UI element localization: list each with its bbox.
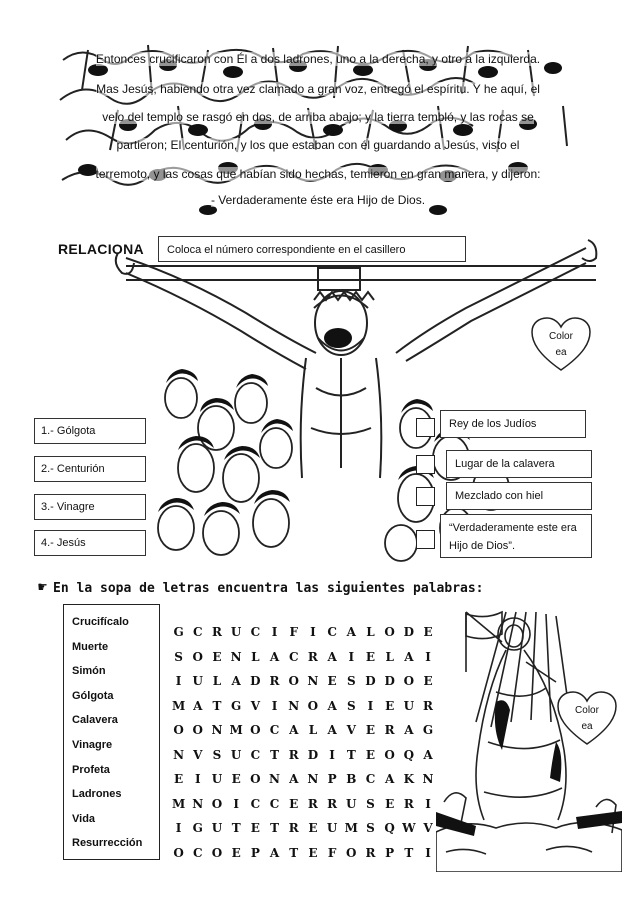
grid-letter[interactable]: V <box>193 747 203 762</box>
grid-letter[interactable]: A <box>193 698 203 713</box>
word-item: Vinagre <box>72 738 113 751</box>
word-item: Resurrección <box>72 837 143 850</box>
grid-letter[interactable]: I <box>310 625 316 639</box>
grid-letter[interactable]: N <box>307 674 319 688</box>
grid-letter[interactable]: O <box>192 723 203 737</box>
word-item: Crucifícalo <box>72 616 129 628</box>
grid-letter[interactable]: O <box>384 625 395 639</box>
grid-letter[interactable]: C <box>193 625 203 639</box>
grid-letter[interactable]: O <box>384 747 395 762</box>
grid-letter[interactable]: N <box>288 698 300 713</box>
grid-letter[interactable]: N <box>173 747 185 762</box>
word-item: Simón <box>72 665 106 678</box>
word-item: Calavera <box>72 714 118 727</box>
passage-line-2: Mas Jesús, habiendo otra vez clamado a gran voz, entregó el espíritu. Y he aquí, el <box>96 82 540 96</box>
grid-letter[interactable]: E <box>231 845 241 860</box>
grid-letter[interactable]: R <box>327 796 338 811</box>
grid-row <box>169 718 438 743</box>
grid-letter[interactable]: O <box>250 723 261 737</box>
grid-letter[interactable]: I <box>194 772 201 786</box>
grid-letter[interactable]: C <box>250 796 261 811</box>
grid-letter[interactable]: V <box>346 723 356 737</box>
grid-letter[interactable]: S <box>212 747 222 762</box>
grid-letter[interactable]: R <box>307 649 318 664</box>
grid-letter[interactable]: T <box>289 845 299 860</box>
grid-letter[interactable]: F <box>327 845 337 860</box>
grid-letter[interactable]: U <box>403 698 415 713</box>
grid-letter[interactable]: I <box>367 698 374 713</box>
grid-letter[interactable]: T <box>270 821 279 835</box>
grid-letter[interactable]: E <box>308 821 318 835</box>
color-heart-1 <box>530 316 592 372</box>
grid-letter[interactable]: U <box>326 821 338 835</box>
grid-letter[interactable]: R <box>403 796 414 811</box>
grid-letter[interactable]: N <box>192 796 204 811</box>
grid-letter[interactable]: A <box>269 649 280 664</box>
grid-letter[interactable]: E <box>365 723 376 737</box>
grid-letter[interactable]: I <box>271 698 278 713</box>
grid-letter[interactable]: A <box>327 723 337 737</box>
grid-letter[interactable]: S <box>366 796 375 811</box>
match-right-hijo-de-dios: “Verdaderamente este era Hijo de Dios”. <box>440 514 592 558</box>
grid-letter[interactable]: U <box>211 821 223 835</box>
match-right-calavera: Lugar de la calavera <box>446 450 592 478</box>
word-item: Profeta <box>72 763 110 776</box>
grid-letter[interactable]: I <box>425 796 431 811</box>
grid-letter[interactable]: R <box>384 723 395 737</box>
match-left-centurion: 2.- Centurión <box>34 456 146 482</box>
color-heart-1-label: Color ea <box>549 331 573 358</box>
grid-letter[interactable]: L <box>251 649 260 664</box>
grid-letter[interactable]: R <box>269 674 280 688</box>
grid-letter[interactable]: M <box>229 723 243 737</box>
passage-line-4: partieron; El centurión, y los que estaban con él guardando a Jesús, visto el <box>116 138 520 152</box>
grid-letter[interactable]: T <box>212 698 222 713</box>
grid-letter[interactable]: N <box>230 649 242 664</box>
grid-letter[interactable]: S <box>346 674 356 688</box>
grid-row <box>169 743 438 768</box>
word-search-instruction: ☛ En la sopa de letras encuentra las siguientes palabras: <box>38 578 484 596</box>
grid-letter[interactable]: R <box>288 747 299 762</box>
grid-letter[interactable]: D <box>307 747 319 762</box>
word-item: Vida <box>72 812 96 825</box>
grid-letter[interactable]: D <box>384 674 395 688</box>
match-right-rey: Rey de los Judíos <box>440 410 586 438</box>
word-item: Muerte <box>72 640 109 653</box>
answer-box-2[interactable] <box>416 455 435 474</box>
grid-letter[interactable]: S <box>366 821 375 835</box>
grid-letter[interactable]: C <box>288 649 299 664</box>
grid-letter[interactable]: M <box>171 796 186 811</box>
grid-letter[interactable]: U <box>230 747 242 762</box>
bible-passage <box>58 40 578 220</box>
grid-letter[interactable]: I <box>175 674 182 688</box>
grid-letter[interactable]: A <box>327 649 337 664</box>
grid-letter[interactable]: E <box>385 698 395 713</box>
answer-box-3[interactable] <box>416 487 435 506</box>
answer-box-4[interactable] <box>416 530 435 549</box>
grid-letter[interactable]: L <box>308 723 318 737</box>
grid-letter[interactable]: A <box>346 625 356 639</box>
grid-letter[interactable]: I <box>348 649 355 664</box>
grid-row <box>169 792 438 817</box>
grid-letter[interactable]: E <box>289 796 299 811</box>
grid-letter[interactable]: L <box>385 649 394 664</box>
grid-letter[interactable]: A <box>404 649 414 664</box>
grid-letter[interactable]: L <box>366 625 375 639</box>
answer-box-1[interactable] <box>416 418 435 437</box>
match-left-vinagre: 3.- Vinagre <box>34 494 146 520</box>
grid-letter[interactable]: C <box>365 772 376 786</box>
grid-row <box>169 620 438 645</box>
grid-letter[interactable]: M <box>171 698 186 713</box>
grid-letter[interactable]: A <box>404 723 414 737</box>
grid-letter[interactable]: C <box>327 625 337 639</box>
grid-letter[interactable]: C <box>269 723 280 737</box>
grid-letter[interactable]: Q <box>403 747 415 762</box>
passage-line-3: velo del templo se rasgó en dos, de arriba abajo; y la tierra tembló, y las rocas se <box>102 110 534 124</box>
grid-letter[interactable]: E <box>365 649 376 664</box>
grid-letter[interactable]: R <box>423 698 434 713</box>
grid-letter[interactable]: G <box>192 821 203 835</box>
grid-letter[interactable]: R <box>365 845 376 860</box>
relaciona-title: RELACIONA <box>58 241 144 257</box>
grid-row <box>169 816 438 841</box>
grid-letter[interactable]: E <box>231 772 241 786</box>
grid-letter[interactable]: E <box>385 796 395 811</box>
grid-letter[interactable]: C <box>269 796 280 811</box>
grid-letter[interactable]: O <box>192 649 203 664</box>
grid-letter[interactable]: D <box>403 625 415 639</box>
grid-letter[interactable]: A <box>289 772 299 786</box>
grid-letter[interactable]: B <box>346 772 357 786</box>
grid-letter[interactable]: F <box>289 625 298 639</box>
grid-letter[interactable]: I <box>425 649 431 664</box>
pointing-hand-icon: ☛ <box>38 578 48 596</box>
grid-letter[interactable]: I <box>425 845 431 860</box>
grid-letter[interactable]: T <box>270 747 279 762</box>
grid-letter[interactable]: T <box>404 845 414 860</box>
grid-letter[interactable]: U <box>346 796 357 811</box>
grid-letter[interactable]: O <box>307 698 319 713</box>
grid-letter[interactable]: E <box>365 747 376 762</box>
grid-letter[interactable]: T <box>346 747 356 762</box>
grid-letter[interactable]: E <box>212 649 222 664</box>
match-left-jesus: 4.- Jesús <box>34 530 146 556</box>
grid-letter[interactable]: A <box>327 698 337 713</box>
color-heart-2 <box>556 690 618 746</box>
grid-letter[interactable]: E <box>174 772 184 786</box>
grid-letter[interactable]: L <box>212 674 222 688</box>
grid-letter[interactable]: C <box>250 625 261 639</box>
grid-letter[interactable]: M <box>344 821 358 835</box>
grid-letter[interactable]: A <box>231 674 241 688</box>
color-heart-2-label: Color ea <box>575 705 599 732</box>
grid-letter[interactable]: E <box>250 821 260 835</box>
match-left-golgota: 1.- Gólgota <box>34 418 146 444</box>
letter-grid <box>169 620 438 865</box>
grid-letter[interactable]: N <box>211 723 223 737</box>
grid-letter[interactable]: R <box>288 821 299 835</box>
relaciona-instruction: Coloca el número correspondiente en el casillero <box>158 236 466 262</box>
grid-letter[interactable]: O <box>346 845 357 860</box>
grid-letter[interactable]: C <box>193 845 203 860</box>
grid-letter[interactable]: N <box>307 772 319 786</box>
grid-letter[interactable]: D <box>250 674 261 688</box>
grid-letter[interactable]: A <box>423 747 433 762</box>
match-right-hiel: Mezclado con hiel <box>446 482 592 510</box>
grid-letter[interactable]: A <box>269 845 280 860</box>
grid-row <box>169 669 438 694</box>
grid-letter[interactable]: U <box>230 625 242 639</box>
grid-letter[interactable]: K <box>403 772 415 786</box>
grid-letter[interactable]: Q <box>384 821 395 835</box>
grid-letter[interactable]: S <box>174 649 183 664</box>
grid-letter[interactable]: O <box>211 796 223 811</box>
grid-letter[interactable]: E <box>423 674 433 688</box>
grid-row <box>169 645 438 670</box>
grid-letter[interactable]: R <box>211 625 222 639</box>
grid-row <box>169 767 438 792</box>
grid-letter[interactable]: V <box>250 698 260 713</box>
word-list <box>63 604 160 860</box>
grid-letter[interactable]: D <box>365 674 376 688</box>
grid-letter[interactable]: I <box>233 796 239 811</box>
grid-letter[interactable]: O <box>403 674 415 688</box>
grid-row <box>169 694 438 719</box>
grid-letter[interactable]: I <box>175 821 182 835</box>
grid-letter[interactable]: I <box>329 747 335 762</box>
passage-line-1: Entonces crucificaron con Él a dos ladrones, uno a la derecha, y otro a la izquierda. <box>95 52 541 66</box>
grid-letter[interactable]: E <box>327 674 337 688</box>
grid-letter[interactable]: P <box>385 845 395 860</box>
grid-letter[interactable]: N <box>422 772 434 786</box>
grid-letter[interactable]: G <box>231 698 242 713</box>
grid-letter[interactable]: O <box>173 845 184 860</box>
grid-letter[interactable]: N <box>269 772 281 786</box>
grid-letter[interactable]: V <box>423 821 433 835</box>
word-item: Gólgota <box>72 689 114 702</box>
grid-letter[interactable]: I <box>271 625 278 639</box>
grid-letter[interactable]: O <box>288 674 299 688</box>
grid-letter[interactable]: E <box>423 625 433 639</box>
grid-letter[interactable]: P <box>327 772 337 786</box>
passage-line-5: terremoto, y las cosas que habían sido hechas, temieron en gran manera, y dijeron: <box>95 167 541 181</box>
grid-letter[interactable]: S <box>346 698 356 713</box>
passage-line-6: - Verdaderamente éste era Hijo de Dios. <box>210 193 426 207</box>
grid-letter[interactable]: U <box>211 772 223 786</box>
grid-letter[interactable]: O <box>173 723 184 737</box>
grid-letter[interactable]: W <box>402 821 416 835</box>
grid-letter[interactable]: U <box>192 674 204 688</box>
grid-letter[interactable]: O <box>211 845 223 860</box>
grid-letter[interactable]: P <box>250 845 260 860</box>
grid-letter[interactable]: R <box>307 796 318 811</box>
grid-letter[interactable]: C <box>250 747 261 762</box>
grid-letter[interactable]: A <box>289 723 299 737</box>
grid-letter[interactable]: A <box>385 772 395 786</box>
word-item: Ladrones <box>72 788 122 801</box>
grid-letter[interactable]: E <box>308 845 318 860</box>
grid-letter[interactable]: O <box>250 772 261 786</box>
grid-letter[interactable]: G <box>173 625 184 639</box>
grid-row <box>169 841 438 866</box>
grid-letter[interactable]: G <box>422 723 434 737</box>
grid-letter[interactable]: T <box>231 821 241 835</box>
